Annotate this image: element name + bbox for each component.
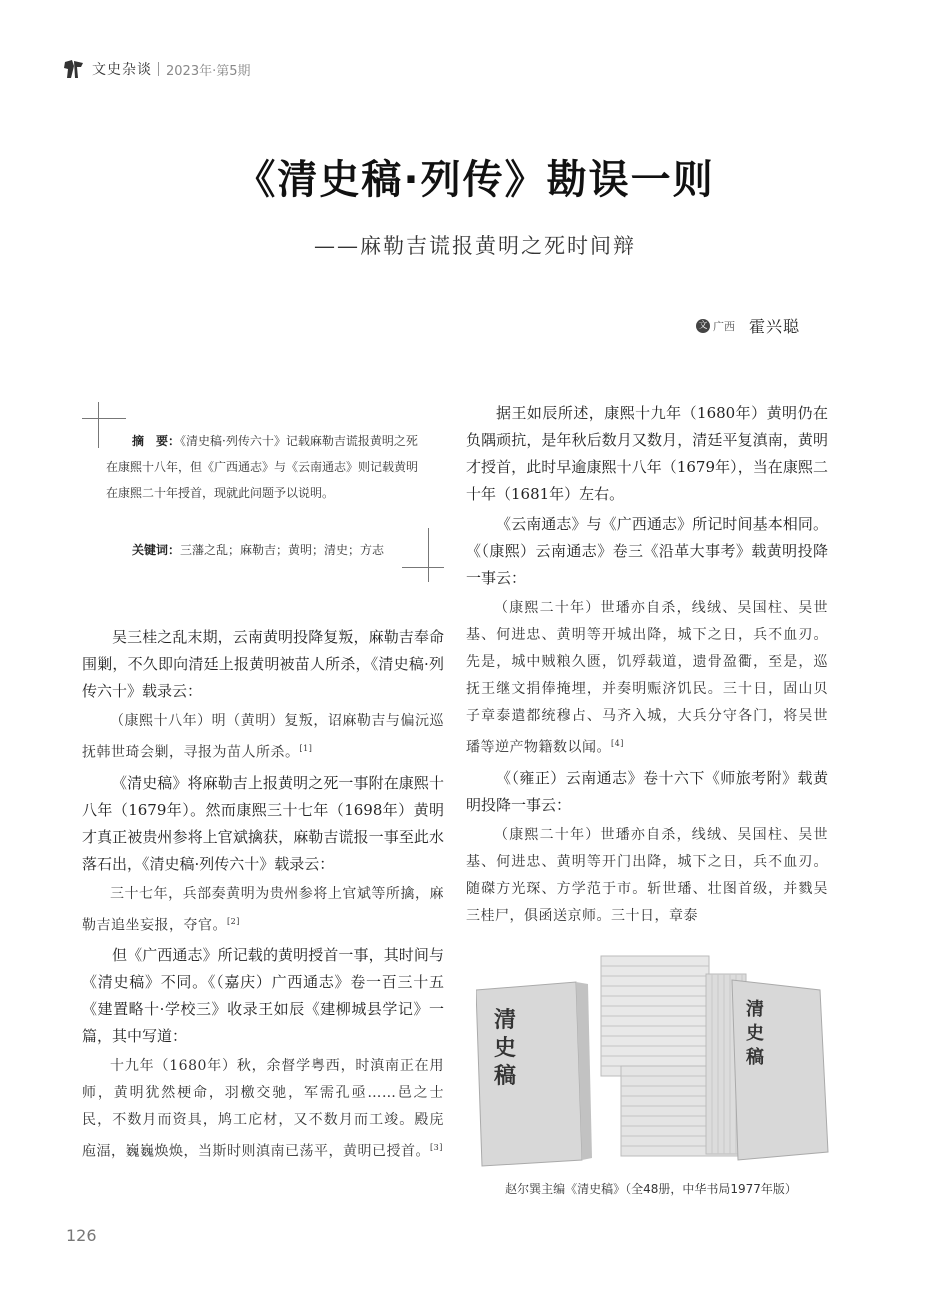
- author-name: 霍兴聪: [748, 317, 800, 336]
- quotation: （康熙十八年）明（黄明）复叛，诏麻勒吉与偏沅巡抚韩世琦会剿，寻报为苗人所杀。[1]: [82, 713, 444, 761]
- issue-label: 2023年·第5期: [166, 63, 251, 79]
- book-stack: [601, 956, 746, 1156]
- paragraph: 但《广西通志》所记载的黄明授首一事，其时间与《清史稿》不同。《（嘉庆）广西通志》卷一百三十五《建置略十·学校三》收录王如辰《建柳城县学记》一篇，其中写道：: [82, 946, 444, 1046]
- abstract-label: 摘 要：: [132, 434, 181, 448]
- quotation: （康熙二十年）世璠亦自杀，线绒、吴国柱、吴世基、何进忠、黄明等开城出降，城下之日，兵不血刃。先是，城中贼粮久匮，饥殍载道，遗骨盈衢，至是，巡抚王继文捐俸掩埋，并奏明赈济饥民。三十日，固山贝子章泰遣都统穆占、马齐入城，大兵分守各门，将吴世璠等逆产物籍数以闻。[4]: [466, 600, 828, 756]
- book-title-right: 清史稿: [746, 999, 764, 1068]
- paragraph: 《云南通志》与《广西通志》所记时间基本相同。《（康熙）云南通志》卷三《沿革大事考》载黄明投降一事云：: [466, 515, 828, 587]
- body-column-left: [82, 624, 444, 1169]
- page-number: 126: [66, 1226, 97, 1245]
- keywords-text: 三藩之乱；麻勒吉；黄明；清史；方志: [180, 543, 385, 557]
- quotation: 三十七年，兵部奏黄明为贵州参将上官斌等所擒，麻勒吉追坐妄报，夺官。[2]: [82, 885, 444, 934]
- magazine-name: 文史杂谈: [92, 62, 152, 78]
- footnote-ref: [3]: [430, 1143, 443, 1153]
- running-header: [62, 56, 251, 82]
- header-divider: [158, 62, 159, 76]
- book-set-illustration: [476, 954, 830, 1172]
- paragraph: 吴三桂之乱末期，云南黄明投降复叛，麻勒吉奉命围剿，不久即向清廷上报黄明被苗人所杀，《清史稿·列传六十》载录云：: [82, 628, 444, 700]
- footnote-ref: [2]: [227, 916, 240, 926]
- author-mark-icon: 文: [696, 319, 710, 333]
- body-column-right: [466, 400, 828, 933]
- keywords: [132, 538, 432, 562]
- abstract: [106, 428, 428, 506]
- quotation: （康熙二十年）世璠亦自杀，线绒、吴国柱、吴世基、何进忠、黄明等开门出降，城下之日，兵不血刃。随磔方光琛、方学范于市。斩世璠、壮图首级，并戮吴三桂尸，俱函送京师。三十日，章泰: [466, 826, 828, 924]
- abstract-text: 《清史稿·列传六十》记载麻勒吉谎报黄明之死在康熙十八年，但《广西通志》与《云南通志》则记载黄明在康熙二十年授首，现就此问题予以说明。: [106, 434, 419, 500]
- footnote-ref: [4]: [611, 739, 624, 748]
- magazine-logo-icon: [62, 58, 86, 80]
- photo-caption: 赵尔巽主编《清史稿》（全48册，中华书局1977年版）: [505, 1182, 797, 1196]
- article-subtitle: ——麻勒吉谎报黄明之死时间辩: [314, 234, 636, 258]
- author-line: [696, 314, 800, 337]
- book-set-photo: [476, 954, 830, 1172]
- quotation: 十九年（1680年）秋，余督学粤西，时滇南正在用师，黄明犹然梗命，羽檄交驰，军需孔亟……邑之士民，不数月而资具，鸠工庀材，又不数月而工竣。殿庑庖湢，巍巍焕焕，当斯时则滇南已荡平，黄明已授首。[3]: [82, 1058, 444, 1160]
- author-province: 广西: [712, 319, 735, 333]
- frame-line-top: [82, 418, 126, 419]
- paragraph: 据王如辰所述，康熙十九年（1680年）黄明仍在负隅顽抗，是年秋后数月又数月，清廷平复滇南，黄明才授首，此时早逾康熙十八年（1679年），当在康熙二十年（1681年）左右。: [466, 404, 828, 503]
- frame-line-bottom: [402, 567, 444, 568]
- paragraph: 《清史稿》将麻勒吉上报黄明之死一事附在康熙十八年（1679年）。然而康熙三十七年（1698年）黄明才真正被贵州参将上官斌擒获，麻勒吉谎报一事至此水落石出，《清史稿·列传六十》载录云：: [82, 773, 444, 873]
- keywords-label: 关键词：: [132, 543, 181, 557]
- footnote-ref: [1]: [299, 744, 313, 753]
- frame-line-left: [98, 402, 99, 448]
- paragraph: 《（雍正）云南通志》卷十六下《师旅考附》载黄明投降一事云：: [466, 768, 828, 814]
- article-title: 《清史稿·列传》勘误一则: [235, 157, 715, 203]
- book-title-left: 清史稿: [494, 1007, 517, 1089]
